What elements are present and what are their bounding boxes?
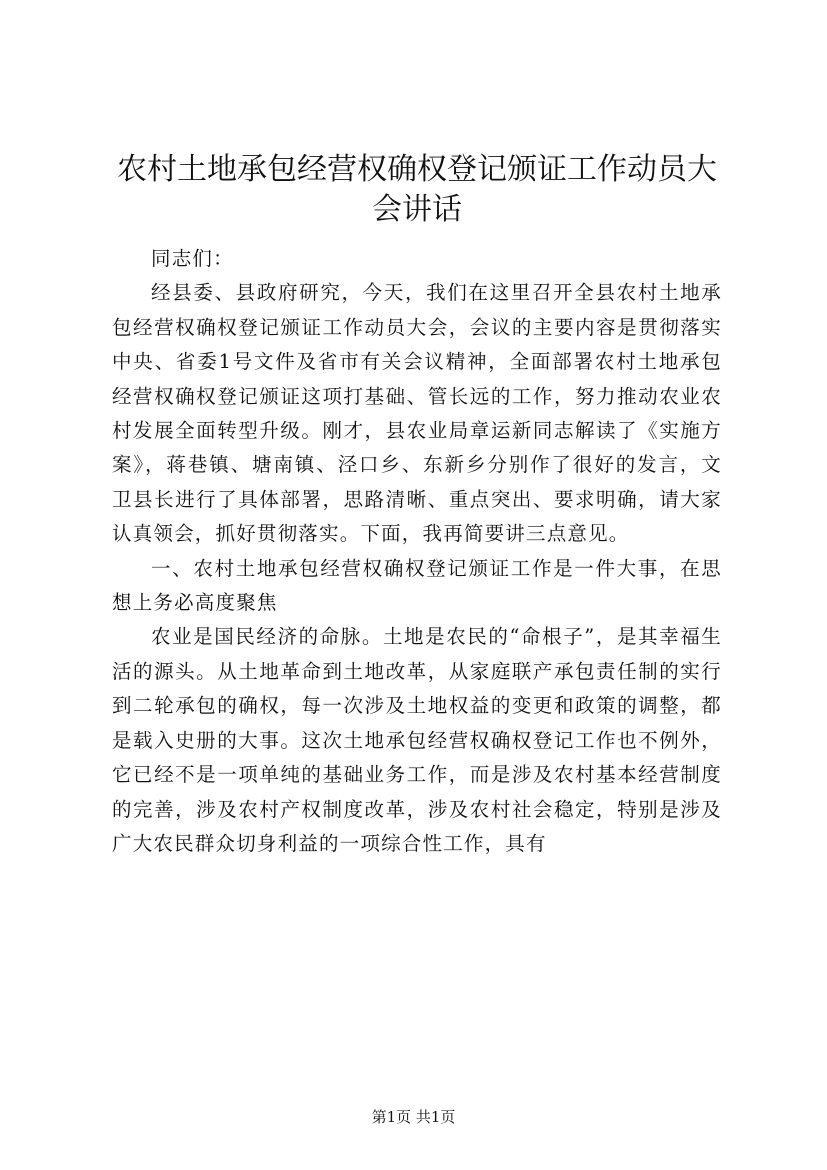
intro-paragraph: 经县委、县政府研究，今天，我们在这里召开全县农村土地承包经营权确权登记颁证工作动员大会，会议的主要内容是贯彻落实中央、省委1号文件及省市有关会议精神，全面部署农村土地承包经营权确权登记颁证这项打基础、管长远的工作，努力推动农业农村发展全面转型升级。刚才，县农业局章运新同志解读了《实施方案》，蒋巷镇、塘南镇、泾口乡、东新乡分别作了很好的发言，文卫县长进行了具体部署，思路清晰、重点突出、要求明确，请大家认真领会，抓好贯彻落实。下面，我再简要讲三点意见。 xyxy=(112,281,722,546)
section-heading-1: 一、农村土地承包经营权确权登记颁证工作是一件大事，在思想上务必高度聚焦 xyxy=(112,556,722,615)
page-footer: 第1页 共1页 xyxy=(371,1108,456,1126)
document-body xyxy=(112,242,722,861)
document-title: 农村土地承包经营权确权登记颁证工作动员大会讲话 xyxy=(117,152,717,227)
body-paragraph: 农业是国民经济的命脉。土地是农民的“命根子”，是其幸福生活的源头。从土地革命到土地改革，从家庭联产承包责任制的实行到二轮承包的确权，每一次涉及土地权益的变更和政策的调整，都是载入史册的大事。这次土地承包经营权确权登记工作也不例外，它已经不是一项单纯的基础业务工作，而是涉及农村基本经营制度的完善，涉及农村产权制度改革，涉及农村社会稳定，特别是涉及广大农民群众切身利益的一项综合性工作，具有 xyxy=(112,625,722,855)
salutation-paragraph: 同志们： xyxy=(151,247,234,270)
